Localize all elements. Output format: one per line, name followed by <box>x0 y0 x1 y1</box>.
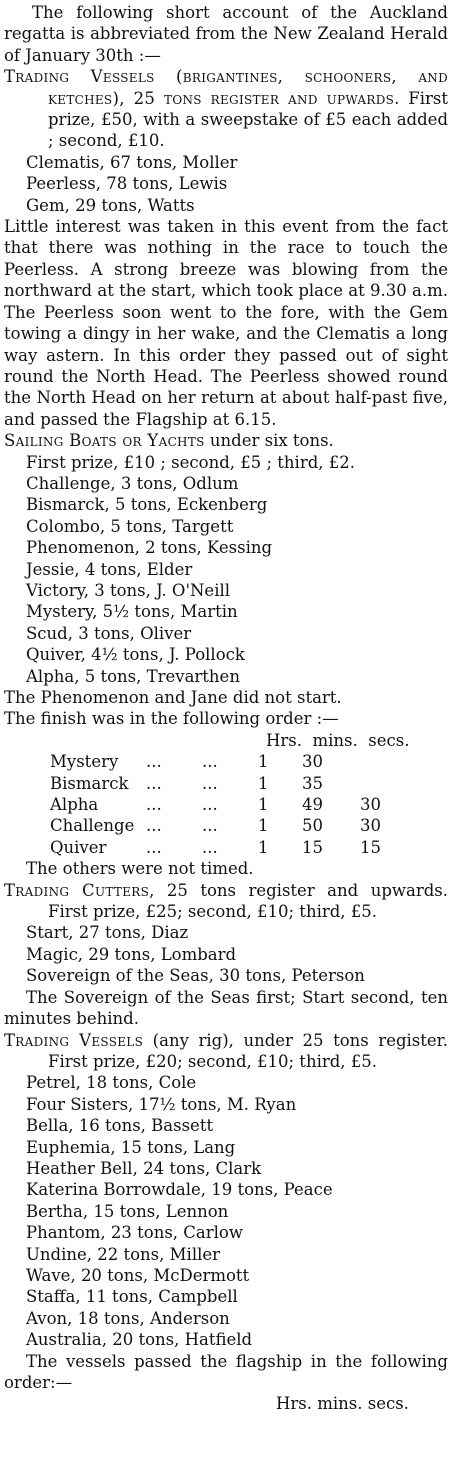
race4-table-header: Hrs. mins. secs. <box>276 1394 409 1414</box>
results-table <box>50 751 410 858</box>
entry: Wave, 20 tons, McDermott <box>26 1265 250 1285</box>
table-row <box>50 773 410 794</box>
entry: Quiver, 4½ tons, J. Pollock <box>26 645 245 665</box>
results-header <box>4 730 448 751</box>
result-mins: 49 <box>302 795 323 815</box>
header-hrs: Hrs. <box>266 730 302 750</box>
table-row <box>50 751 410 772</box>
race1-entries <box>4 152 448 216</box>
result-mins: 35 <box>302 773 323 793</box>
race4-heading <box>4 1030 448 1073</box>
race4-title: Trading Vessels <box>4 1030 144 1050</box>
entry: Staffa, 11 tons, Campbell <box>26 1287 238 1307</box>
entry: Avon, 18 tons, Anderson <box>26 1308 230 1328</box>
entry: Gem, 29 tons, Watts <box>26 195 195 215</box>
entry: Heather Bell, 24 tons, Clark <box>26 1158 262 1178</box>
entry: Phenomenon, 2 tons, Kessing <box>26 538 273 558</box>
race2-note-start: The Phenomenon and Jane did not start. <box>4 688 342 707</box>
race3-heading <box>4 880 448 923</box>
leader-dots: ... <box>146 816 162 836</box>
result-secs: 30 <box>360 816 381 836</box>
entry: Katerina Borrowdale, 19 tons, Peace <box>26 1180 333 1200</box>
race3-entries <box>4 922 448 986</box>
leader-dots: ... <box>146 773 162 793</box>
leader-dots: ... <box>202 795 218 815</box>
result-hrs: 1 <box>258 795 269 815</box>
result-mins: 50 <box>302 816 323 836</box>
leader-dots: ... <box>202 837 218 857</box>
race3-report: The Sovereign of the Seas first; Start second, ten minutes behind. <box>4 987 448 1029</box>
result-secs: 15 <box>360 837 381 857</box>
result-secs: 30 <box>360 795 381 815</box>
race4-heading-rest: (any rig), under 25 tons register. First prize, £20; second, £10; third, £5. <box>48 1030 448 1071</box>
leader-dots: ... <box>146 837 162 857</box>
race2-heading <box>4 430 448 451</box>
race1-heading <box>4 66 448 152</box>
result-secs <box>360 773 410 794</box>
entry: Jessie, 4 tons, Elder <box>26 559 193 579</box>
entry: Colombo, 5 tons, Targett <box>26 516 234 536</box>
result-mins: 15 <box>302 837 323 857</box>
race3-title: Trading Cutters <box>4 880 150 900</box>
table-row <box>50 837 410 858</box>
entry: Mystery, 5½ tons, Martin <box>26 602 238 622</box>
result-name: Alpha <box>50 795 99 815</box>
race2-title: Sailing Boats or Yachts <box>4 431 205 451</box>
leader-dots: ... <box>202 816 218 836</box>
result-secs <box>360 751 410 772</box>
entry: Clematis, 67 tons, Moller <box>26 152 238 172</box>
entry: Peerless, 78 tons, Lewis <box>26 174 228 194</box>
race2-note-finish: The finish was in the following order :— <box>4 709 339 729</box>
entry: Australia, 20 tons, Hatfield <box>26 1330 253 1350</box>
leader-dots: ... <box>202 752 218 772</box>
result-hrs: 1 <box>258 752 269 772</box>
leader-dots: ... <box>202 773 218 793</box>
race2-note-untimed: The others were not timed. <box>26 859 254 879</box>
entry: Start, 27 tons, Diaz <box>26 923 189 943</box>
race2-heading-rest: under six tons. <box>204 431 334 451</box>
result-name: Quiver <box>50 837 107 857</box>
race1-prizes: First prize, £50, with a sweepstake of £5 each added ; second, £10. <box>48 88 448 151</box>
result-hrs: 1 <box>258 837 269 857</box>
entry: Petrel, 18 tons, Cole <box>26 1073 197 1093</box>
entry: Bismarck, 5 tons, Eckenberg <box>26 495 268 515</box>
entry: Alpha, 5 tons, Trevarthen <box>26 666 240 686</box>
result-mins: 30 <box>302 752 323 772</box>
entry: Magic, 29 tons, Lombard <box>26 944 237 964</box>
entry: Challenge, 3 tons, Odlum <box>26 473 239 493</box>
header-mins: mins. <box>312 730 358 750</box>
race1-title: Trading Vessels (brigantines, schooners, and ketches), 25 tons register and upwards. <box>4 67 448 108</box>
table-row <box>50 794 410 815</box>
result-name: Challenge <box>50 816 135 836</box>
entry: Scud, 3 tons, Oliver <box>26 623 192 643</box>
race2-entries <box>4 473 448 687</box>
entry: Phantom, 23 tons, Carlow <box>26 1223 243 1243</box>
entry: Victory, 3 tons, J. O'Neill <box>26 580 231 600</box>
race4-report: The vessels passed the flagship in the following order:— <box>4 1351 448 1392</box>
table-row <box>50 815 410 836</box>
leader-dots: ... <box>146 795 162 815</box>
result-hrs: 1 <box>258 773 269 793</box>
entry: Euphemia, 15 tons, Lang <box>26 1137 236 1157</box>
entry: Four Sisters, 17½ tons, M. Ryan <box>26 1094 297 1114</box>
result-hrs: 1 <box>258 816 269 836</box>
header-secs: secs. <box>368 730 410 750</box>
entry: Sovereign of the Seas, 30 tons, Peterson <box>26 966 365 986</box>
entry: Undine, 22 tons, Miller <box>26 1244 221 1264</box>
intro-paragraph: The following short account of the Auckland regatta is abbreviated from the New Zealand Herald of January 30th :— <box>4 3 448 65</box>
race2-prizes: First prize, £10 ; second, £5 ; third, £2. <box>26 452 356 472</box>
race1-report: Little interest was taken in this event from the fact that there was nothing in the race to touch the Peerless. A strong breeze was blowing from the northward at the start, which took place at 9.30 a.m. The Peerless soon went to the fore, with the Gem towing a dingy in her wake, and the Clematis a long way astern. In this order they passed out of sight round the North Head. The Peerless showed round the North Head on her return at about half-past five, and passed the Flagship at 6.15. <box>4 217 448 429</box>
result-name: Mystery <box>50 752 119 772</box>
race4-entries <box>4 1072 448 1350</box>
leader-dots: ... <box>146 752 162 772</box>
result-name: Bismarck <box>50 773 129 793</box>
race3-heading-rest: , 25 tons register and upwards. First prize, £25; second, £10; third, £5. <box>48 880 448 922</box>
entry: Bertha, 15 tons, Lennon <box>26 1201 229 1221</box>
entry: Bella, 16 tons, Bassett <box>26 1116 214 1136</box>
